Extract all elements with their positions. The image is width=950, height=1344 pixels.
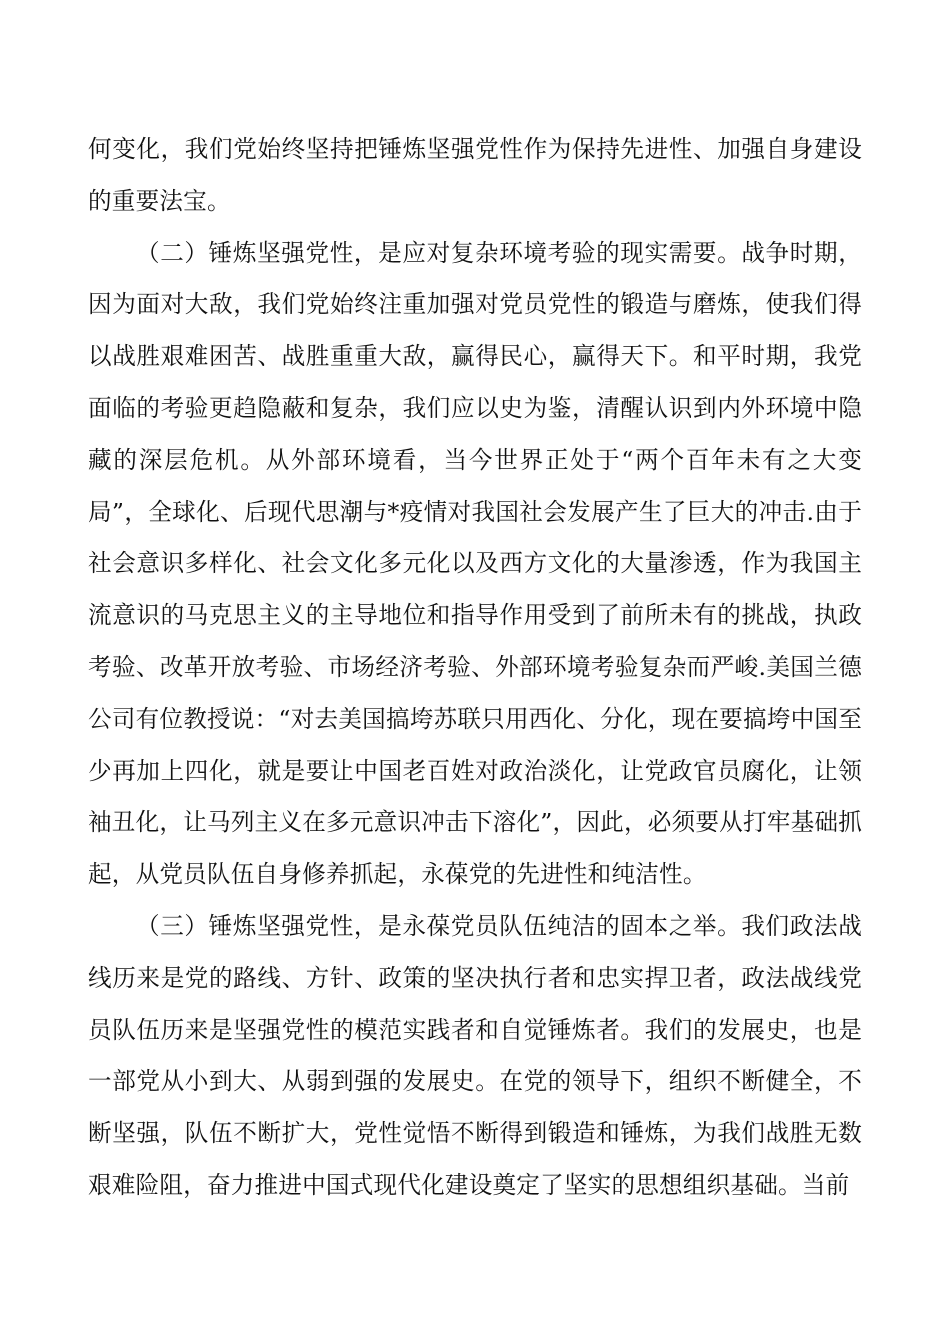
- paragraph-section-3: （三）锤炼坚强党性，是永葆党员队伍纯洁的固本之举。我们政法战线历来是党的路线、方针、政策的坚决执行者和忠实捍卫者，政法战线党员队伍历来是坚强党性的模范实践者和自觉锤炼者。我们的发展史，也是一部党从小到大、从弱到强的发展史。在党的领导下，组织不断健全，不断坚强，队伍不断扩大，党性觉悟不断得到锻造和锤炼，为我们战胜无数艰难险阻，奋力推进中国式现代化建设奠定了坚实的思想组织基础。当前: [88, 911, 862, 1199]
- document-body: [88, 124, 862, 1212]
- paragraph-section-2: （二）锤炼坚强党性，是应对复杂环境考验的现实需要。战争时期，因为面对大敌，我们党始终注重加强对党员党性的锻造与磨炼，使我们得以战胜艰难困苦、战胜重重大敌，赢得民心，赢得天下。和平时期，我党面临的考验更趋隐蔽和复杂，我们应以史为鉴，清醒认识到内外环境中隐藏的深层危机。从外部环境看，当今世界正处于“两个百年未有之大变局”，全球化、后现代思潮与*疫情对我国社会发展产生了巨大的冲击.由于社会意识多样化、社会文化多元化以及西方文化的大量渗透，作为我国主流意识的马克思主义的主导地位和指导作用受到了前所未有的挑战，执政考验、改革开放考验、市场经济考验、外部环境考验复杂而严峻.美国兰德公司有位教授说：“对去美国搞垮苏联只用西化、分化，现在要搞垮中国至少再加上四化，就是要让中国老百姓对政治淡化，让党政官员腐化，让领袖丑化，让马列主义在多元意识冲击下溶化”，因此，必须要从打牢基础抓起，从党员队伍自身修养抓起，永葆党的先进性和纯洁性。: [88, 238, 862, 889]
- paragraph-continuation: 何变化，我们党始终坚持把锤炼坚强党性作为保持先进性、加强自身建设的重要法宝。: [88, 135, 862, 215]
